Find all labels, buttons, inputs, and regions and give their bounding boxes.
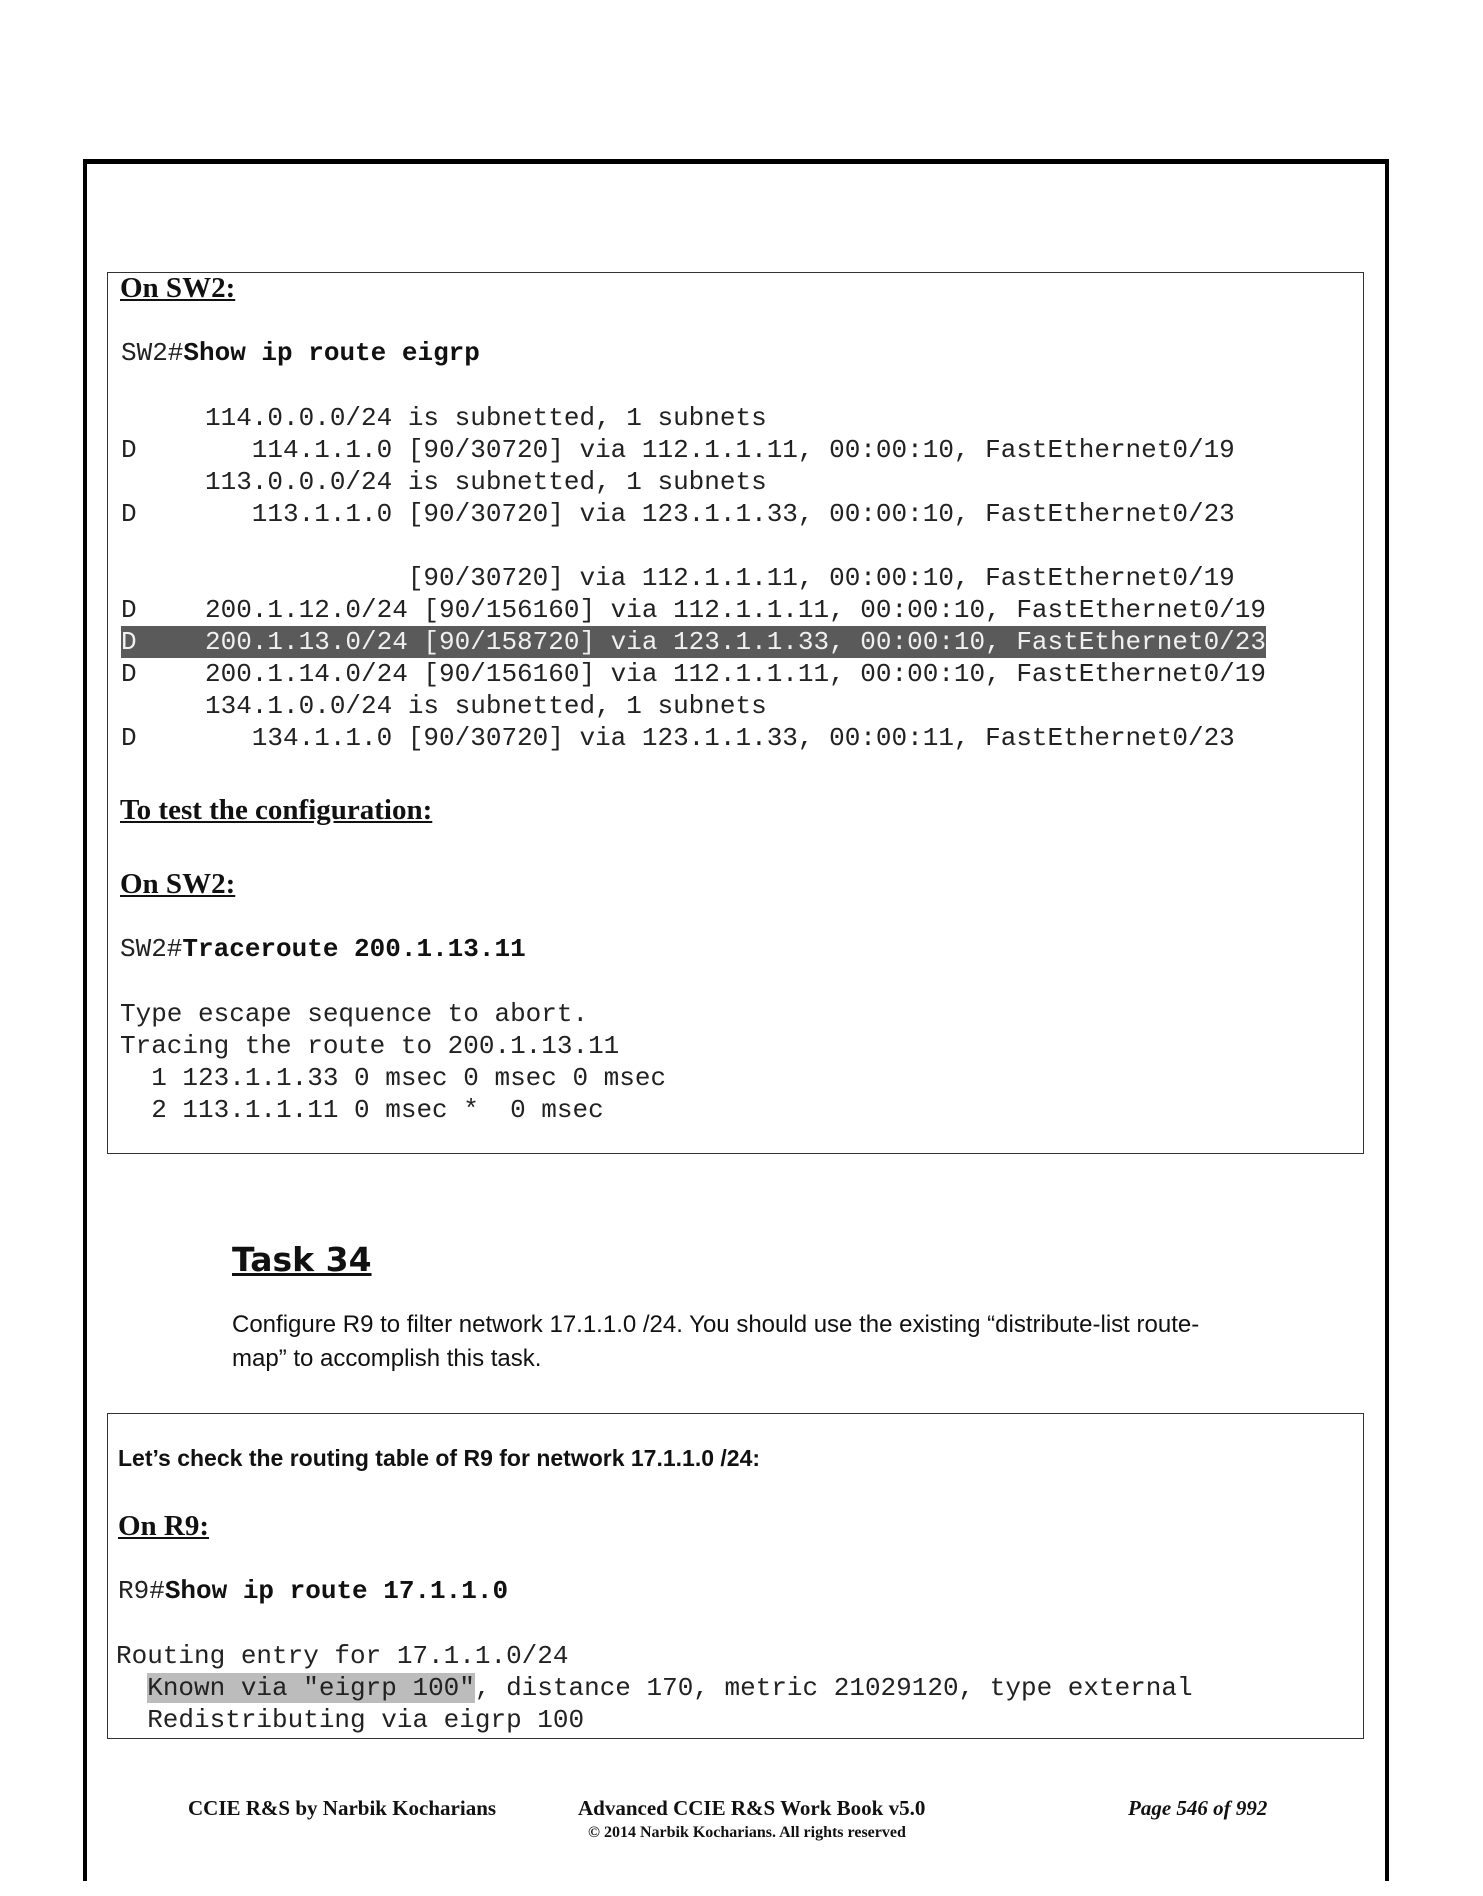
task-description: Configure R9 to filter network 17.1.1.0 /24. You should use the existing “distribute-list route-map” to accomplish this task.	[232, 1311, 1200, 1372]
route-row: D 200.1.14.0/24 [90/156160] via 112.1.1.11, 00:00:10, FastEthernet0/19	[121, 659, 1266, 689]
output-line: Routing entry for 17.1.1.0/24	[116, 1641, 569, 1671]
show-ip-route-r9-command	[118, 1575, 508, 1607]
check-routing-table-text: Let’s check the routing table of R9 for network 17.1.1.0 /24:	[118, 1445, 761, 1471]
route-row: 114.0.0.0/24 is subnetted, 1 subnets	[205, 403, 767, 433]
cli-command: Show ip route 17.1.1.0	[164, 1576, 509, 1606]
output-line: Redistributing via eigrp 100	[116, 1705, 585, 1735]
footer-author: CCIE R&S by Narbik Kocharians	[188, 1796, 497, 1820]
highlighted-text: Known via "eigrp 100"	[147, 1673, 475, 1703]
task-title: Task 34	[232, 1240, 372, 1279]
show-ip-route-command	[121, 337, 480, 369]
route-row: D 113.1.1.0 [90/30720] via 123.1.1.33, 00:00:10, FastEthernet0/23	[121, 499, 1235, 529]
route-row: 134.1.0.0/24 is subnetted, 1 subnets	[205, 691, 767, 721]
output-line: 1 123.1.1.33 0 msec 0 msec 0 msec	[120, 1063, 667, 1093]
on-r9-heading: On R9:	[118, 1510, 210, 1542]
cli-prompt: SW2#	[120, 934, 183, 964]
test-config-heading: To test the configuration:	[120, 794, 433, 826]
cli-command: Traceroute 200.1.13.11	[182, 934, 526, 964]
route-row: D 134.1.1.0 [90/30720] via 123.1.1.33, 00:00:11, FastEthernet0/23	[121, 723, 1235, 753]
footer-page-number: Page 546 of 992	[1128, 1796, 1268, 1820]
cli-prompt: SW2#	[121, 338, 184, 368]
output-line-known-via: Known via "eigrp 100", distance 170, metric 21029120, type external	[147, 1673, 1193, 1703]
footer-book-title: Advanced CCIE R&S Work Book v5.0	[578, 1796, 926, 1820]
route-row-highlighted: D 200.1.13.0/24 [90/158720] via 123.1.1.33, 00:00:10, FastEthernet0/23	[121, 627, 1266, 657]
on-sw2-heading: On SW2:	[120, 272, 236, 304]
traceroute-command	[120, 933, 526, 965]
route-row	[121, 530, 205, 562]
page-frame-left	[83, 159, 87, 1881]
output-line: Tracing the route to 200.1.13.11	[120, 1031, 620, 1061]
page-frame-top	[83, 159, 1389, 164]
route-row: D 200.1.12.0/24 [90/156160] via 112.1.1.11, 00:00:10, FastEthernet0/19	[121, 595, 1266, 625]
footer-copyright: © 2014 Narbik Kocharians. All rights reserved	[588, 1824, 906, 1841]
route-row: [90/30720] via 112.1.1.11, 00:00:10, FastEthernet0/19	[205, 563, 1235, 593]
cli-prompt: R9#	[118, 1576, 165, 1606]
cli-command: Show ip route eigrp	[183, 338, 480, 368]
route-row: 113.0.0.0/24 is subnetted, 1 subnets	[205, 467, 767, 497]
route-row: D 114.1.1.0 [90/30720] via 112.1.1.11, 00:00:10, FastEthernet0/19	[121, 435, 1235, 465]
output-line: Type escape sequence to abort.	[120, 999, 589, 1029]
on-sw2-heading-2: On SW2:	[120, 868, 236, 900]
page-frame-right	[1385, 159, 1389, 1881]
output-line: 2 113.1.1.11 0 msec * 0 msec	[120, 1095, 604, 1125]
